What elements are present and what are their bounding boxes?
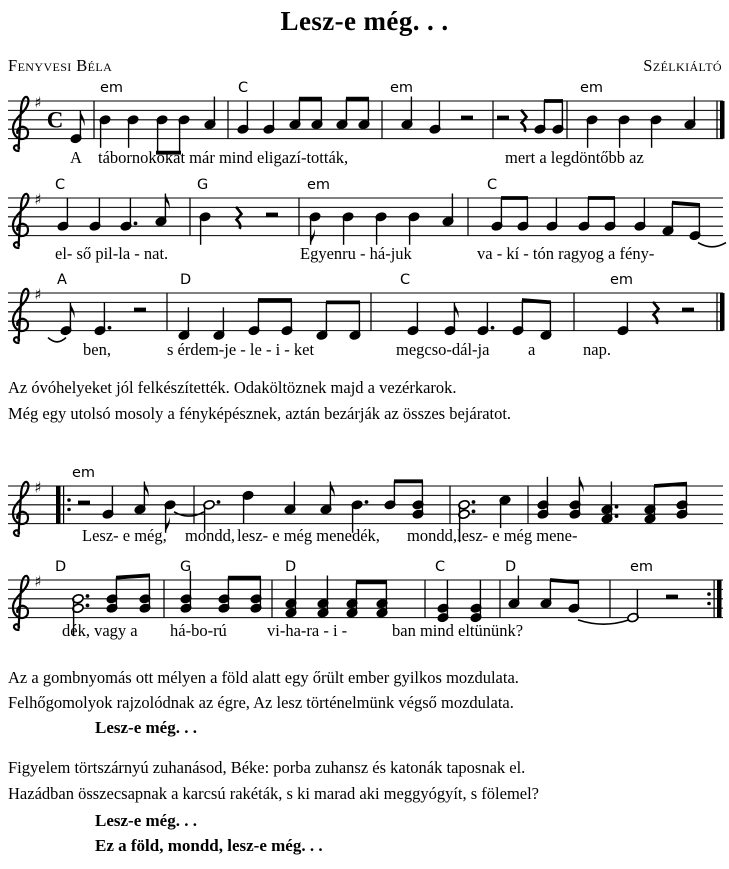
lyric-text: vi-ha-ra - i -	[267, 621, 348, 640]
lyric-text: el- ső pil-la - nat.	[55, 244, 169, 263]
lyric-text: tábornokokat már mind eligazí-tották,	[98, 148, 349, 167]
chord-label: C	[400, 272, 411, 288]
lyric-text: Lesz- e még,	[82, 526, 167, 545]
chord-label: D	[180, 272, 192, 288]
score-title: Lesz-e még. . .	[280, 6, 449, 36]
chord-label: C	[435, 559, 446, 575]
chord-label: C	[238, 80, 249, 96]
refrain-line: Ez a föld, mondd, lesz-e még. . .	[95, 836, 323, 855]
ensemble-name: Szélkiáltó	[643, 56, 722, 75]
chord-label: em	[390, 80, 414, 96]
composer-name: Fenyvesi Béla	[8, 56, 113, 75]
treble-clef-icon	[13, 482, 28, 536]
chord-label: G	[180, 559, 192, 575]
lyric-text: lesz- e még mene-	[457, 526, 578, 545]
chord-label: G	[197, 177, 209, 193]
common-time-icon: C	[46, 107, 64, 133]
verse-line: Az a gombnyomás ott mélyen a föld alatt egy őrült ember gyilkos mozdulata.	[8, 668, 519, 687]
lyric-text: mondd,	[407, 526, 457, 545]
chord-label: em	[307, 177, 331, 193]
lyric-text: va - kí - tón ragyog a fény-	[477, 244, 655, 263]
lyric-text: lesz- e még menedék,	[237, 526, 380, 545]
treble-clef-icon	[13, 576, 28, 630]
chord-label: em	[580, 80, 604, 96]
staff-system-1	[8, 94, 725, 155]
lyric-text: s érdem-je - le - i - ket	[167, 340, 315, 359]
verse-line: Felhőgomolyok rajzolódnak az égre, Az lesz történelmünk végső mozdulata.	[8, 693, 514, 712]
chord-label: em	[610, 272, 634, 288]
lyric-text: Egyenru - há-juk	[300, 244, 412, 263]
treble-clef-icon	[13, 289, 28, 343]
lyric-text: ban mind eltününk?	[392, 621, 524, 640]
lyric-text: A	[70, 148, 82, 167]
chord-label: A	[57, 272, 67, 288]
lyric-text: mert a legdöntőbb az	[505, 148, 644, 167]
lyric-text: nap.	[583, 340, 611, 359]
treble-clef-icon	[13, 97, 28, 151]
key-signature-sharp-icon: ♯	[34, 478, 42, 497]
chord-label: em	[100, 80, 124, 96]
key-signature-sharp-icon: ♯	[34, 572, 42, 591]
verse-line: Hazádban összecsapnak a karcsú rakéták, s ki marad aki meggyógyít, s fölemel?	[8, 784, 540, 803]
key-signature-sharp-icon: ♯	[34, 285, 42, 304]
chord-label: em	[630, 559, 654, 575]
lyric-text: mondd,	[185, 526, 235, 545]
verse-line: Még egy utolsó mosoly a fényképésznek, aztán bezárják az összes bejáratot.	[8, 404, 512, 423]
treble-clef-icon	[13, 194, 28, 248]
staff-system-2	[8, 191, 726, 249]
staff-system-3	[8, 286, 725, 344]
key-signature-sharp-icon: ♯	[34, 190, 42, 209]
lyric-text: a	[528, 340, 536, 359]
lyric-text: há-bo-rú	[170, 621, 227, 640]
verse-line: Figyelem törtszárnyú zuhanásod, Béke: porba zuhansz és katonák taposnak el.	[8, 758, 526, 777]
chord-label: C	[487, 177, 498, 193]
refrain-line: Lesz-e még. . .	[95, 718, 197, 737]
lyric-text: megcso-dál-ja	[396, 340, 490, 359]
verse-line: Az óvóhelyeket jól felkészítették. Odaköltöznek majd a vezérkarok.	[8, 378, 457, 397]
chord-label: D	[55, 559, 67, 575]
chord-label: C	[55, 177, 66, 193]
chord-label: D	[285, 559, 297, 575]
key-signature-sharp-icon: ♯	[34, 93, 42, 112]
chord-label: em	[72, 465, 96, 481]
lyric-text: dék, vagy a	[62, 621, 138, 640]
lyric-text: ben,	[83, 340, 111, 359]
refrain-line: Lesz-e még. . .	[95, 811, 197, 830]
chord-label: D	[505, 559, 517, 575]
